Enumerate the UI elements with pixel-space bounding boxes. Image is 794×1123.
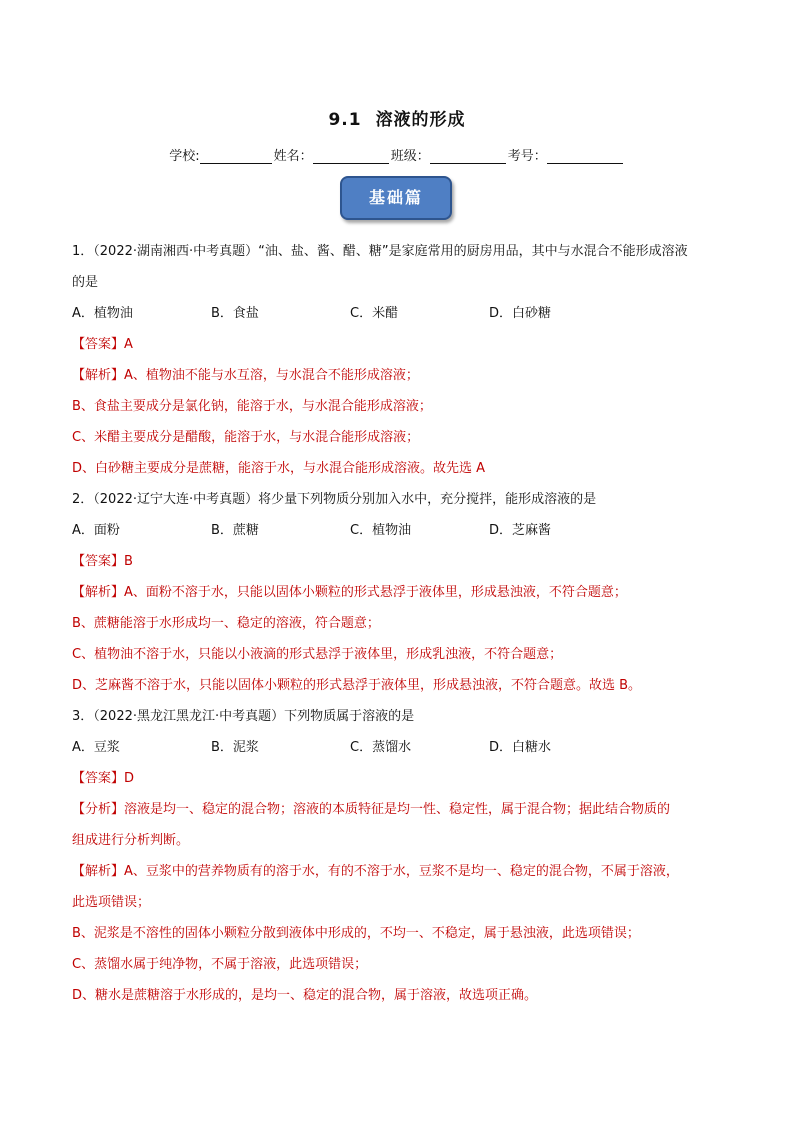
option-a: A．豆浆 xyxy=(72,740,120,755)
name-label: 姓名： xyxy=(273,149,313,164)
school-blank[interactable] xyxy=(200,149,272,164)
option-d: D．芝麻酱 xyxy=(489,523,552,538)
option-c: C．米醋 xyxy=(350,306,399,321)
question-2-stem: 2．（2022·辽宁大连·中考真题）将少量下列物质分别加入水中，充分搅拌，能形成溶液的是 xyxy=(72,492,597,507)
question-2-options xyxy=(72,515,732,546)
option-b: B．食盐 xyxy=(211,306,259,321)
section-badge: 基础篇 xyxy=(340,176,452,220)
question-1-stem-line-1: 1．（2022·湖南湘西·中考真题）“油、盐、酱、醋、糖”是家庭常用的厨房用品，其中与水混合不能形成溶液 xyxy=(72,244,688,259)
question-3-jiexi-line-2: 此选项错误； xyxy=(72,895,151,910)
option-c: C．蒸馏水 xyxy=(350,740,412,755)
question-3-answer: 【答案】D xyxy=(72,771,135,786)
class-label: 班级： xyxy=(390,149,430,164)
question-3-jiexi-line-1: 【解析】A、豆浆中的营养物质有的溶于水，有的不溶于水，豆浆不是均一、稳定的混合物，不属于溶液， xyxy=(72,864,679,879)
page-title xyxy=(0,105,794,130)
question-2-analysis-line: C、植物油不溶于水，只能以小液滴的形式悬浮于液体里，形成乳浊液，不符合题意； xyxy=(72,647,563,662)
question-3-analysis-line: D、糖水是蔗糖溶于水形成的，是均一、稳定的混合物，属于溶液，故选项正确。 xyxy=(72,988,538,1003)
question-2-analysis-line: D、芝麻酱不溶于水，只能以固体小颗粒的形式悬浮于液体里，形成悬浊液，不符合题意。故选 B。 xyxy=(72,678,642,693)
title-text: 溶液的形成 xyxy=(375,110,466,130)
question-2-answer: 【答案】B xyxy=(72,554,133,569)
question-3-analysis-line: B、泥浆是不溶性的固体小颗粒分散到液体中形成的，不均一、不稳定，属于悬浊液，此选项错误； xyxy=(72,926,640,941)
title-number: 9.1 xyxy=(328,110,362,130)
option-c: C．植物油 xyxy=(350,523,412,538)
option-a: A．面粉 xyxy=(72,523,120,538)
question-3-fenxi-line-2: 组成进行分析判断。 xyxy=(72,833,190,848)
question-3-options xyxy=(72,732,732,763)
question-3-stem: 3．（2022·黑龙江黑龙江·中考真题）下列物质属于溶液的是 xyxy=(72,709,415,724)
option-d: D．白砂糖 xyxy=(489,306,552,321)
student-info-line xyxy=(0,145,794,164)
question-1-analysis-line: 【解析】A、植物油不能与水互溶，与水混合不能形成溶液； xyxy=(72,368,419,383)
question-3-fenxi-line-1: 【分析】溶液是均一、稳定的混合物；溶液的本质特征是均一性、稳定性，属于混合物；据此结合物质的 xyxy=(72,802,671,817)
option-b: B．泥浆 xyxy=(211,740,259,755)
question-2-analysis-line: 【解析】A、面粉不溶于水，只能以固体小颗粒的形式悬浮于液体里，形成悬浊液，不符合题意； xyxy=(72,585,627,600)
option-a: A．植物油 xyxy=(72,306,133,321)
questions-content xyxy=(72,236,732,1011)
question-1-analysis-line: C、米醋主要成分是醋酸，能溶于水，与水混合能形成溶液； xyxy=(72,430,420,445)
question-1-answer: 【答案】A xyxy=(72,337,133,352)
option-b: B．蔗糖 xyxy=(211,523,259,538)
class-blank[interactable] xyxy=(430,149,506,164)
question-3-analysis-line: C、蒸馏水属于纯净物，不属于溶液，此选项错误； xyxy=(72,957,368,972)
name-blank[interactable] xyxy=(313,149,389,164)
exam-number-label: 考号： xyxy=(507,149,547,164)
question-2-analysis-line: B、蔗糖能溶于水形成均一、稳定的溶液，符合题意； xyxy=(72,616,380,631)
question-1-stem-line-2: 的是 xyxy=(72,275,99,290)
exam-number-blank[interactable] xyxy=(547,149,623,164)
question-1-analysis-line: D、白砂糖主要成分是蔗糖，能溶于水，与水混合能形成溶液。故先选 A xyxy=(72,461,486,476)
school-label: 学校: xyxy=(169,149,200,164)
option-d: D．白糖水 xyxy=(489,740,552,755)
question-1-analysis-line: B、食盐主要成分是氯化钠，能溶于水，与水混合能形成溶液； xyxy=(72,399,432,414)
question-1-options xyxy=(72,298,732,329)
